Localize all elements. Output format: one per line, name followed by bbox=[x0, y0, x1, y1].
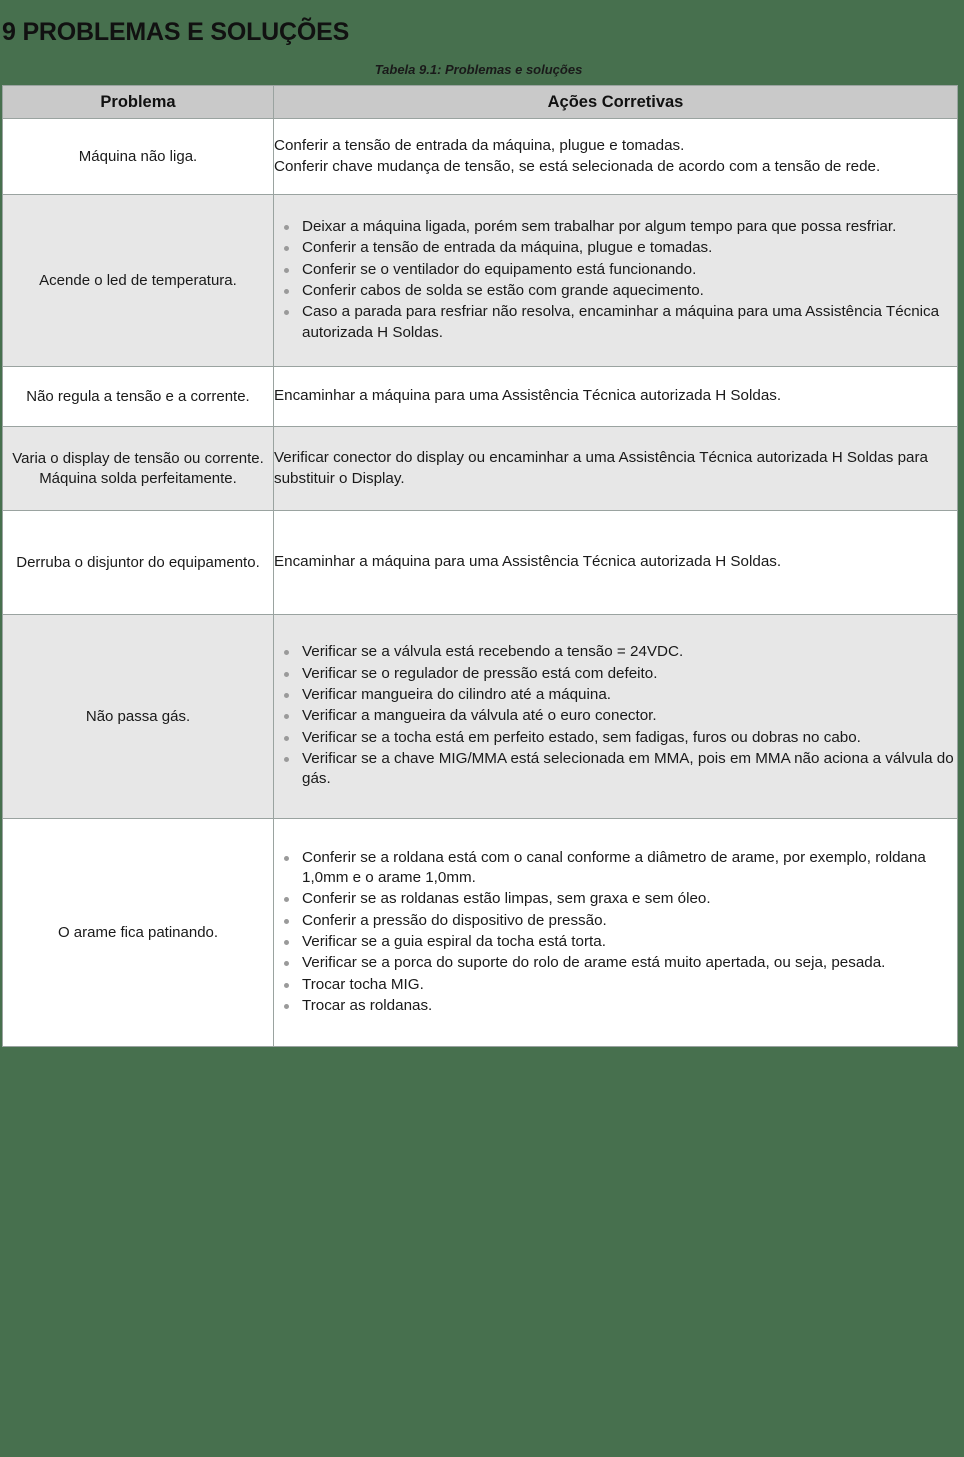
bullet-dot-icon bbox=[284, 714, 289, 719]
list-item-label: Conferir cabos de solda se estão com grande aquecimento. bbox=[302, 282, 704, 299]
bullet-dot-icon bbox=[284, 897, 289, 902]
table-row bbox=[3, 615, 958, 819]
bullet-dot-icon bbox=[284, 919, 289, 924]
list-item bbox=[302, 642, 957, 662]
bullet-dot-icon bbox=[284, 736, 289, 741]
problems-solutions-table bbox=[2, 85, 958, 1047]
action-paragraph: Conferir a tensão de entrada da máquina, plugue e tomadas. bbox=[274, 137, 685, 155]
list-item bbox=[302, 889, 957, 909]
table-row bbox=[3, 367, 958, 427]
table-body bbox=[3, 119, 958, 1047]
list-item bbox=[302, 238, 957, 258]
table-row bbox=[3, 195, 958, 367]
action-bullet-list bbox=[274, 642, 957, 790]
list-item bbox=[302, 932, 957, 952]
action-paragraph: Encaminhar a máquina para uma Assistência Técnica autorizada H Soldas. bbox=[274, 387, 782, 405]
problem-cell: Acende o led de temperatura. bbox=[3, 195, 274, 367]
actions-cell bbox=[274, 615, 958, 819]
list-item bbox=[302, 953, 957, 973]
bullet-dot-icon bbox=[284, 650, 289, 655]
table-header-row bbox=[3, 86, 958, 119]
list-item bbox=[302, 217, 957, 237]
list-item bbox=[302, 281, 957, 301]
list-item bbox=[302, 260, 957, 280]
list-item-label: Conferir se as roldanas estão limpas, sem graxa e sem óleo. bbox=[302, 890, 711, 908]
problem-cell: O arame fica patinando. bbox=[3, 819, 274, 1047]
list-item-label: Verificar se a chave MIG/MMA está selecionada em MMA, pois em MMA não aciona a válvula do gás. bbox=[302, 750, 954, 788]
bullet-dot-icon bbox=[284, 268, 289, 273]
list-item bbox=[302, 302, 957, 343]
bullet-dot-icon bbox=[284, 310, 289, 315]
list-item bbox=[302, 911, 957, 931]
column-header-acoes-corretivas: Ações Corretivas bbox=[274, 86, 958, 119]
action-text-block bbox=[274, 552, 957, 572]
table-row bbox=[3, 511, 958, 615]
list-item-label: Trocar as roldanas. bbox=[302, 997, 433, 1015]
bullet-dot-icon bbox=[284, 757, 289, 762]
action-text-block bbox=[274, 386, 957, 406]
bullet-dot-icon bbox=[284, 225, 289, 230]
page-title: 9 PROBLEMAS E SOLUÇÕES bbox=[2, 17, 350, 46]
list-item bbox=[302, 975, 957, 995]
actions-cell bbox=[274, 119, 958, 195]
list-item bbox=[302, 749, 957, 790]
actions-cell bbox=[274, 511, 958, 615]
list-item-label: Conferir a pressão do dispositivo de pressão. bbox=[302, 911, 607, 929]
table-row bbox=[3, 119, 958, 195]
list-item bbox=[302, 996, 957, 1016]
action-text-block bbox=[274, 136, 957, 177]
actions-cell bbox=[274, 427, 958, 511]
list-item-label: Verificar se a guia espiral da tocha está torta. bbox=[302, 933, 606, 950]
list-item-label: Caso a parada para resfriar não resolva, encaminhar a máquina para uma Assistência Técnica autorizada H Soldas. bbox=[302, 303, 940, 341]
bullet-dot-icon bbox=[284, 672, 289, 677]
problem-cell: Não passa gás. bbox=[3, 615, 274, 819]
action-paragraph: Conferir chave mudança de tensão, se está selecionada de acordo com a tensão de rede. bbox=[274, 157, 881, 175]
actions-cell bbox=[274, 819, 958, 1047]
list-item-label: Verificar se o regulador de pressão está com defeito. bbox=[302, 664, 658, 682]
list-item-label: Verificar mangueira do cilindro até a máquina. bbox=[302, 685, 611, 703]
list-item bbox=[302, 706, 957, 726]
problems-solutions-table-wrapper bbox=[2, 85, 957, 1047]
list-item bbox=[302, 664, 957, 684]
action-paragraph: Encaminhar a máquina para uma Assistência Técnica autorizada H Soldas. bbox=[274, 553, 782, 571]
actions-cell bbox=[274, 367, 958, 427]
actions-cell bbox=[274, 195, 958, 367]
table-row bbox=[3, 427, 958, 511]
list-item-label: Conferir a tensão de entrada da máquina, plugue e tomadas. bbox=[302, 239, 713, 257]
bullet-dot-icon bbox=[284, 961, 289, 966]
column-header-problema: Problema bbox=[3, 86, 274, 119]
table-caption: Tabela 9.1: Problemas e soluções bbox=[374, 62, 583, 77]
bullet-dot-icon bbox=[284, 693, 289, 698]
problem-cell: Varia o display de tensão ou corrente. Máquina solda perfeitamente. bbox=[3, 427, 274, 511]
list-item-label: Conferir se o ventilador do equipamento está funcionando. bbox=[302, 260, 697, 278]
list-item-label: Deixar a máquina ligada, porém sem trabalhar por algum tempo para que possa resfriar. bbox=[302, 217, 897, 235]
list-item-label: Verificar se a tocha está em perfeito estado, sem fadigas, furos ou dobras no cabo. bbox=[302, 728, 861, 746]
list-item-label: Verificar a mangueira da válvula até o euro conector. bbox=[302, 707, 657, 725]
bullet-dot-icon bbox=[284, 940, 289, 945]
action-bullet-list bbox=[274, 848, 957, 1017]
list-item bbox=[302, 848, 957, 889]
action-text-block bbox=[274, 448, 957, 489]
action-paragraph: Verificar conector do display ou encaminhar a uma Assistência Técnica autorizada H Soldas para substituir o Display. bbox=[274, 449, 928, 487]
bullet-dot-icon bbox=[284, 983, 289, 988]
problem-cell: Derruba o disjuntor do equipamento. bbox=[3, 511, 274, 615]
bullet-dot-icon bbox=[284, 289, 289, 294]
list-item bbox=[302, 685, 957, 705]
list-item-label: Verificar se a porca do suporte do rolo de arame está muito apertada, ou seja, pesada. bbox=[302, 954, 886, 972]
bullet-dot-icon bbox=[284, 246, 289, 251]
table-header bbox=[3, 86, 958, 119]
list-item-label: Verificar se a válvula está recebendo a tensão = 24VDC. bbox=[302, 643, 684, 661]
list-item bbox=[302, 728, 957, 748]
action-bullet-list bbox=[274, 217, 957, 343]
problem-cell: Máquina não liga. bbox=[3, 119, 274, 195]
bullet-dot-icon bbox=[284, 1004, 289, 1009]
list-item-label: Conferir se a roldana está com o canal conforme a diâmetro de arame, por exemplo, roldana 1,0mm e o arame 1,0mm. bbox=[302, 848, 926, 886]
problem-cell: Não regula a tensão e a corrente. bbox=[3, 367, 274, 427]
table-row bbox=[3, 819, 958, 1047]
bullet-dot-icon bbox=[284, 856, 289, 861]
list-item-label: Trocar tocha MIG. bbox=[302, 975, 424, 993]
